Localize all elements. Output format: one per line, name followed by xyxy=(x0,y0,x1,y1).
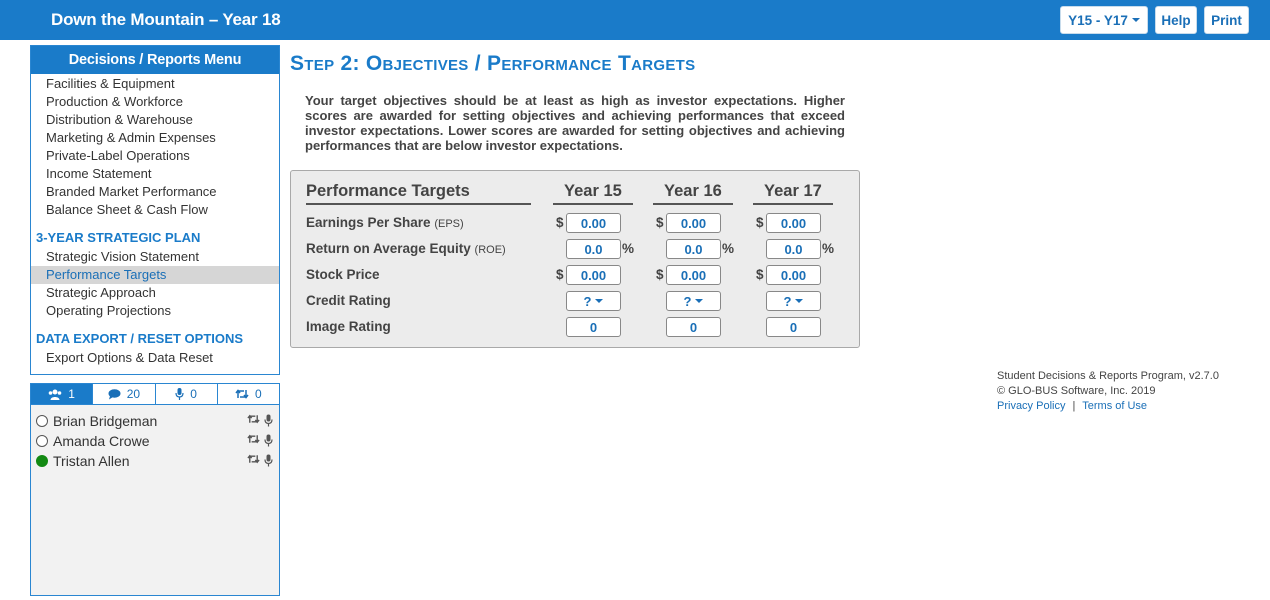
chat-icon xyxy=(108,389,121,400)
user-name: Amanda Crowe xyxy=(53,433,150,449)
share-count: 0 xyxy=(255,387,262,401)
row-label-credit-rating: Credit Rating xyxy=(306,293,391,308)
footer xyxy=(997,369,1219,414)
microphone-icon xyxy=(264,434,273,447)
chat-count: 20 xyxy=(126,387,141,401)
data-export-heading: DATA EXPORT / RESET OPTIONS xyxy=(36,331,244,346)
currency-symbol: $ xyxy=(556,215,564,230)
credit-rating-select-year-16[interactable]: ? xyxy=(666,291,721,311)
performance-targets-table xyxy=(290,170,860,348)
footer-links xyxy=(997,399,1219,414)
online-status-icon xyxy=(36,455,48,467)
offline-status-icon xyxy=(36,435,48,447)
help-button[interactable]: Help xyxy=(1155,6,1197,34)
credit-rating-select-year-15[interactable]: ? xyxy=(566,291,621,311)
year-range-label: Y15 - Y17 xyxy=(1068,12,1128,28)
decisions-reports-menu xyxy=(30,45,280,375)
row-label-eps: Earnings Per Share (EPS) xyxy=(306,215,464,230)
eps-input-year-17[interactable]: 0.00 xyxy=(766,213,821,233)
currency-symbol: $ xyxy=(756,215,764,230)
menu-item-marketing[interactable]: Marketing & Admin Expenses xyxy=(46,130,216,145)
user-name: Tristan Allen xyxy=(53,453,130,469)
users-panel-tabs xyxy=(31,384,279,405)
print-button[interactable]: Print xyxy=(1204,6,1249,34)
stock-price-input-year-16[interactable]: 0.00 xyxy=(666,265,721,285)
menu-item-facilities[interactable]: Facilities & Equipment xyxy=(46,76,175,91)
year-range-dropdown[interactable] xyxy=(1060,6,1148,34)
currency-symbol: $ xyxy=(656,215,664,230)
currency-symbol: $ xyxy=(756,267,764,282)
users-count: 1 xyxy=(68,387,75,401)
microphone-icon xyxy=(175,388,184,400)
divider xyxy=(306,203,531,205)
copyright: © GLO-BUS Software, Inc. 2019 xyxy=(997,385,1156,397)
credit-rating-select-year-17[interactable]: ? xyxy=(766,291,821,311)
menu-item-distribution[interactable]: Distribution & Warehouse xyxy=(46,112,193,127)
image-rating-input-year-15[interactable]: 0 xyxy=(566,317,621,337)
microphone-count: 0 xyxy=(190,387,197,401)
divider xyxy=(653,203,733,205)
users-icon xyxy=(48,389,62,400)
currency-symbol: $ xyxy=(556,267,564,282)
divider xyxy=(753,203,833,205)
eps-input-year-16[interactable]: 0.00 xyxy=(666,213,721,233)
menu-item-production[interactable]: Production & Workforce xyxy=(46,94,184,109)
offline-status-icon xyxy=(36,415,48,427)
microphone-icon xyxy=(264,454,273,467)
menu-item-strategic-vision[interactable]: Strategic Vision Statement xyxy=(46,249,199,264)
currency-symbol: $ xyxy=(656,267,664,282)
menu-item-income-statement[interactable]: Income Statement xyxy=(46,166,152,181)
column-header-year-16: Year 16 xyxy=(664,182,722,200)
page-title: Step 2: Objectives / Performance Targets xyxy=(290,52,696,75)
app-title: Down the Mountain – Year 18 xyxy=(51,10,281,29)
intro-text: Your target objectives should be at least as high as investor expectations. Higher scores are awarded for setting objectives and achieving performances that exceed investor expectations. Lower scores are awarded for setting objectives and achieving performances that are below investor expectations. xyxy=(305,93,845,153)
program-version: Student Decisions & Reports Program, v2.7.0 xyxy=(997,370,1219,382)
menu-item-branded-market[interactable]: Branded Market Performance xyxy=(46,184,217,199)
roe-input-year-16[interactable]: 0.0 xyxy=(666,239,721,259)
menu-item-strategic-approach[interactable]: Strategic Approach xyxy=(46,285,156,300)
stock-price-input-year-15[interactable]: 0.00 xyxy=(566,265,621,285)
caret-down-icon xyxy=(1132,18,1140,22)
stock-price-input-year-17[interactable]: 0.00 xyxy=(766,265,821,285)
strategic-plan-heading: 3-YEAR STRATEGIC PLAN xyxy=(36,230,201,245)
retweet-icon xyxy=(247,414,260,424)
menu-item-operating-projections[interactable]: Operating Projections xyxy=(46,303,172,318)
caret-down-icon xyxy=(795,299,803,303)
menu-item-balance-sheet[interactable]: Balance Sheet & Cash Flow xyxy=(46,202,208,217)
user-row[interactable] xyxy=(36,431,276,451)
table-title: Performance Targets xyxy=(306,182,470,200)
percent-symbol: % xyxy=(722,241,735,256)
link-separator: | xyxy=(1072,400,1076,412)
privacy-policy-link[interactable]: Privacy Policy xyxy=(997,400,1066,412)
column-header-year-17: Year 17 xyxy=(764,182,822,200)
caret-down-icon xyxy=(595,299,603,303)
retweet-icon xyxy=(247,454,260,464)
menu-item-performance-targets[interactable]: Performance Targets xyxy=(31,266,279,284)
percent-symbol: % xyxy=(622,241,635,256)
percent-symbol: % xyxy=(822,241,835,256)
menu-item-export-options[interactable]: Export Options & Data Reset xyxy=(46,350,213,365)
row-label-image-rating: Image Rating xyxy=(306,319,391,334)
retweet-icon xyxy=(235,389,249,399)
row-label-stock-price: Stock Price xyxy=(306,267,380,282)
user-row[interactable] xyxy=(36,411,276,431)
column-header-year-15: Year 15 xyxy=(564,182,622,200)
caret-down-icon xyxy=(695,299,703,303)
terms-of-use-link[interactable]: Terms of Use xyxy=(1082,400,1148,412)
user-row[interactable] xyxy=(36,451,276,471)
team-users-panel xyxy=(30,383,280,596)
tab-users[interactable] xyxy=(31,384,93,404)
image-rating-input-year-17[interactable]: 0 xyxy=(766,317,821,337)
user-name: Brian Bridgeman xyxy=(53,413,158,429)
menu-item-private-label[interactable]: Private-Label Operations xyxy=(46,148,190,163)
tab-chat[interactable] xyxy=(93,384,155,404)
row-label-roe: Return on Average Equity (ROE) xyxy=(306,241,506,256)
roe-input-year-17[interactable]: 0.0 xyxy=(766,239,821,259)
image-rating-input-year-16[interactable]: 0 xyxy=(666,317,721,337)
menu-title: Decisions / Reports Menu xyxy=(31,46,279,74)
roe-input-year-15[interactable]: 0.0 xyxy=(566,239,621,259)
divider xyxy=(553,203,633,205)
retweet-icon xyxy=(247,434,260,444)
top-bar xyxy=(0,0,1270,40)
tab-microphone[interactable] xyxy=(156,384,218,404)
tab-share[interactable] xyxy=(218,384,279,404)
eps-input-year-15[interactable]: 0.00 xyxy=(566,213,621,233)
microphone-icon xyxy=(264,414,273,427)
